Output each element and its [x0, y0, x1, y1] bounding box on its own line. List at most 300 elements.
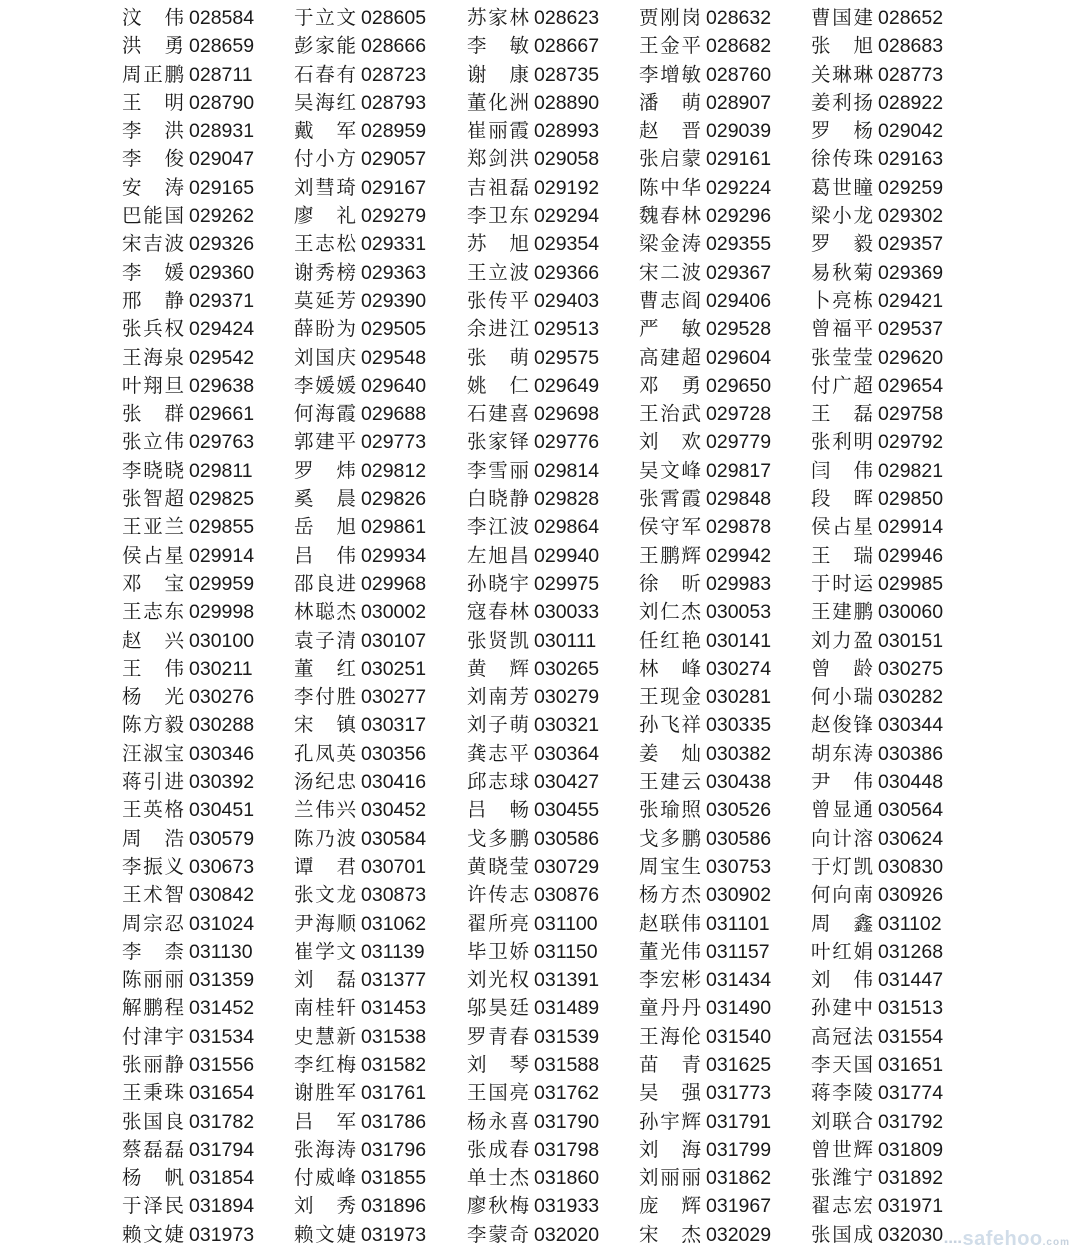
entry-name: 杨 光 — [122, 685, 184, 709]
entry-number: 029513 — [534, 318, 600, 341]
list-entry — [467, 994, 599, 1022]
entry-name: 左旭昌 — [467, 543, 529, 567]
list-entry — [467, 174, 599, 202]
entry-number: 030451 — [189, 799, 255, 822]
entry-number: 031796 — [361, 1138, 427, 1161]
list-entry — [122, 259, 254, 287]
list-entry — [639, 513, 771, 541]
list-entry — [294, 344, 426, 372]
list-entry — [122, 711, 254, 739]
entry-number: 030873 — [361, 884, 427, 907]
list-row — [0, 1108, 1080, 1136]
entry-name: 孙晓宇 — [467, 571, 529, 595]
entry-name: 吕 伟 — [294, 543, 356, 567]
entry-number: 028666 — [361, 35, 427, 58]
list-entry — [639, 1221, 771, 1249]
entry-number: 031359 — [189, 969, 255, 992]
entry-number: 031377 — [361, 969, 427, 992]
list-entry — [811, 202, 943, 230]
entry-number: 031854 — [189, 1167, 255, 1190]
entry-name: 于时运 — [811, 571, 873, 595]
list-entry — [467, 4, 599, 32]
list-entry — [811, 32, 943, 60]
entry-number: 031967 — [706, 1195, 772, 1218]
list-entry — [122, 1136, 254, 1164]
entry-number: 032020 — [534, 1223, 600, 1246]
entry-name: 汶 伟 — [122, 6, 184, 29]
entry-name: 兰伟兴 — [294, 798, 356, 822]
entry-number: 030586 — [534, 827, 600, 850]
entry-number: 031139 — [361, 940, 425, 963]
entry-number: 029363 — [361, 261, 427, 284]
list-entry — [811, 457, 943, 485]
list-entry — [122, 1023, 254, 1051]
entry-number: 031489 — [534, 997, 600, 1020]
entry-number: 031490 — [706, 997, 772, 1020]
entry-number: 029537 — [878, 318, 944, 341]
list-entry — [294, 1164, 426, 1192]
entry-name: 谢胜军 — [294, 1081, 356, 1105]
entry-name: 王术智 — [122, 883, 184, 907]
entry-name: 张家铎 — [467, 430, 529, 454]
entry-name: 董化洲 — [467, 90, 529, 114]
entry-name: 王英格 — [122, 798, 184, 822]
entry-name: 崔学文 — [294, 939, 356, 963]
list-entry — [639, 230, 771, 258]
entry-name: 孙建中 — [811, 996, 873, 1020]
entry-number: 029828 — [534, 488, 600, 511]
entry-name: 周宝生 — [639, 854, 701, 878]
entry-number: 031809 — [878, 1138, 944, 1161]
list-entry — [811, 966, 943, 994]
entry-name: 李 柰 — [122, 939, 184, 963]
entry-number: 029640 — [361, 374, 427, 397]
list-entry — [639, 994, 771, 1022]
list-entry — [467, 796, 599, 824]
entry-number: 028890 — [534, 91, 600, 114]
entry-number: 029792 — [878, 431, 944, 454]
list-entry — [294, 1221, 426, 1249]
entry-name: 单士杰 — [467, 1166, 529, 1190]
entry-number: 031798 — [534, 1138, 600, 1161]
entry-number: 031862 — [706, 1167, 772, 1190]
entry-name: 孔凤英 — [294, 741, 356, 765]
entry-number: 030416 — [361, 771, 427, 794]
list-entry — [122, 117, 254, 145]
list-entry — [811, 1108, 943, 1136]
entry-name: 吉祖磊 — [467, 175, 529, 199]
list-entry — [122, 372, 254, 400]
entry-number: 028793 — [361, 91, 427, 114]
list-entry — [294, 428, 426, 456]
list-entry — [811, 655, 943, 683]
entry-number: 029262 — [189, 205, 255, 228]
list-entry — [294, 230, 426, 258]
entry-name: 宋吉波 — [122, 232, 184, 256]
entry-name: 吕 畅 — [467, 798, 529, 822]
list-row — [0, 910, 1080, 938]
list-entry — [467, 315, 599, 343]
entry-number: 031101 — [706, 912, 770, 935]
entry-name: 蔡磊磊 — [122, 1137, 184, 1161]
list-entry — [639, 400, 771, 428]
entry-number: 029058 — [534, 148, 600, 171]
list-entry — [639, 938, 770, 966]
list-entry — [294, 910, 426, 938]
list-entry — [639, 627, 771, 655]
entry-number: 031556 — [189, 1053, 255, 1076]
entry-number: 031654 — [189, 1082, 255, 1105]
entry-number: 029638 — [189, 374, 255, 397]
entry-number: 030275 — [878, 657, 944, 680]
entry-name: 李付胜 — [294, 685, 356, 709]
entry-name: 于泽民 — [122, 1194, 184, 1218]
entry-number: 029758 — [878, 403, 944, 426]
list-entry — [294, 259, 426, 287]
list-entry — [122, 627, 254, 655]
entry-name: 严 敏 — [639, 317, 701, 341]
entry-name: 侯守军 — [639, 515, 701, 539]
entry-name: 汪淑宝 — [122, 741, 184, 765]
list-entry — [639, 4, 771, 32]
list-entry — [639, 287, 771, 315]
entry-number: 031933 — [534, 1195, 600, 1218]
list-row — [0, 1192, 1080, 1220]
entry-number: 030281 — [706, 686, 772, 709]
entry-number: 029985 — [878, 572, 944, 595]
entry-number: 030107 — [361, 629, 427, 652]
list-entry — [639, 457, 771, 485]
entry-number: 029728 — [706, 403, 772, 426]
list-entry — [639, 372, 771, 400]
entry-number: 029942 — [706, 544, 772, 567]
entry-name: 戴 军 — [294, 119, 356, 143]
list-entry — [467, 372, 599, 400]
list-row — [0, 542, 1080, 570]
list-entry — [639, 344, 771, 372]
list-entry — [122, 881, 254, 909]
entry-name: 吴文峰 — [639, 458, 701, 482]
entry-number: 029326 — [189, 233, 255, 256]
entry-number: 029575 — [534, 346, 600, 369]
entry-number: 031434 — [706, 969, 772, 992]
entry-name: 王 瑞 — [811, 543, 873, 567]
list-entry — [294, 400, 426, 428]
entry-name: 黄晓莹 — [467, 854, 529, 878]
list-row — [0, 89, 1080, 117]
entry-name: 刘子萌 — [467, 713, 529, 737]
list-entry — [811, 89, 943, 117]
list-row — [0, 966, 1080, 994]
entry-name: 刘 磊 — [294, 968, 356, 992]
list-row — [0, 259, 1080, 287]
entry-number: 029279 — [361, 205, 427, 228]
entry-name: 张瑜照 — [639, 798, 701, 822]
entry-name: 刘 琴 — [467, 1052, 529, 1076]
list-entry — [122, 174, 254, 202]
entry-number: 030151 — [878, 629, 944, 652]
list-entry — [639, 145, 771, 173]
entry-name: 张成春 — [467, 1137, 529, 1161]
list-entry — [294, 627, 426, 655]
list-entry — [639, 711, 771, 739]
entry-name: 李雪丽 — [467, 458, 529, 482]
list-entry — [122, 683, 254, 711]
list-entry — [467, 683, 599, 711]
entry-name: 曾世辉 — [811, 1137, 873, 1161]
entry-name: 南桂轩 — [294, 996, 356, 1020]
entry-name: 侯占星 — [811, 515, 873, 539]
entry-name: 巴能国 — [122, 204, 184, 228]
list-entry — [639, 202, 771, 230]
list-entry — [294, 825, 426, 853]
entry-number: 030100 — [189, 629, 255, 652]
entry-name: 王金平 — [639, 34, 701, 58]
entry-name: 谢秀榜 — [294, 260, 356, 284]
entry-name: 赖文婕 — [122, 1222, 184, 1246]
list-entry — [811, 570, 943, 598]
list-entry — [294, 853, 426, 881]
entry-name: 李天国 — [811, 1052, 873, 1076]
list-entry — [639, 1192, 771, 1220]
entry-name: 李晓晓 — [122, 458, 184, 482]
list-entry — [811, 542, 943, 570]
list-entry — [294, 61, 426, 89]
list-entry — [122, 655, 253, 683]
list-row — [0, 1164, 1080, 1192]
list-entry — [467, 598, 599, 626]
entry-number: 029998 — [189, 601, 255, 624]
entry-name: 谭 君 — [294, 854, 356, 878]
entry-name: 石春有 — [294, 62, 356, 86]
list-row — [0, 598, 1080, 626]
entry-number: 029294 — [534, 205, 600, 228]
entry-number: 030564 — [878, 799, 944, 822]
list-entry — [294, 881, 426, 909]
list-entry — [122, 740, 254, 768]
list-entry — [811, 768, 943, 796]
entry-number: 029814 — [534, 459, 600, 482]
entry-number: 029302 — [878, 205, 944, 228]
entry-number: 029968 — [361, 572, 427, 595]
list-entry — [639, 655, 771, 683]
entry-name: 曹国建 — [811, 6, 873, 29]
entry-number: 030830 — [878, 855, 944, 878]
list-row — [0, 145, 1080, 173]
list-entry — [467, 966, 599, 994]
entry-name: 李蒙奇 — [467, 1222, 529, 1246]
entry-name: 许传志 — [467, 883, 529, 907]
entry-number: 031855 — [361, 1167, 427, 1190]
list-entry — [467, 230, 599, 258]
entry-number: 028922 — [878, 91, 944, 114]
entry-number: 029649 — [534, 374, 600, 397]
entry-number: 029812 — [361, 459, 427, 482]
entry-name: 陈乃波 — [294, 826, 356, 850]
entry-name: 张莹莹 — [811, 345, 873, 369]
entry-number: 030526 — [706, 799, 772, 822]
entry-name: 李卫东 — [467, 204, 529, 228]
list-entry — [122, 230, 254, 258]
entry-name: 戈多鹏 — [467, 826, 529, 850]
entry-number: 029975 — [534, 572, 600, 595]
list-entry — [639, 117, 771, 145]
list-entry — [811, 230, 943, 258]
entry-number: 028632 — [706, 7, 772, 29]
entry-number: 029861 — [361, 516, 427, 539]
list-entry — [639, 1136, 771, 1164]
entry-name: 张丽静 — [122, 1052, 184, 1076]
entry-name: 彭家能 — [294, 34, 356, 58]
entry-number: 029390 — [361, 289, 427, 312]
list-entry — [639, 1108, 771, 1136]
entry-number: 031973 — [361, 1223, 427, 1246]
list-entry — [294, 1051, 426, 1079]
list-entry — [294, 994, 426, 1022]
list-row — [0, 428, 1080, 456]
entry-number: 029047 — [189, 148, 255, 171]
list-entry — [122, 598, 254, 626]
list-entry — [639, 259, 771, 287]
list-entry — [467, 259, 599, 287]
list-entry — [639, 428, 771, 456]
entry-name: 王治武 — [639, 402, 701, 426]
entry-number: 031062 — [361, 912, 427, 935]
entry-name: 邓 宝 — [122, 571, 184, 595]
entry-name: 张兵权 — [122, 317, 184, 341]
entry-number: 030364 — [534, 742, 600, 765]
list-entry — [811, 4, 943, 32]
list-entry — [294, 966, 426, 994]
entry-name: 毕卫娇 — [467, 939, 529, 963]
list-entry — [122, 542, 254, 570]
entry-number: 031268 — [878, 940, 944, 963]
entry-number: 029983 — [706, 572, 772, 595]
entry-number: 030584 — [361, 827, 427, 850]
list-entry — [639, 740, 771, 768]
entry-number: 029779 — [706, 431, 772, 454]
list-row — [0, 1023, 1080, 1051]
list-entry — [639, 570, 771, 598]
entry-name: 赵 晋 — [639, 119, 701, 143]
entry-number: 029192 — [534, 176, 600, 199]
entry-number: 028623 — [534, 7, 600, 29]
name-list — [0, 4, 1080, 1249]
entry-number: 031896 — [361, 1195, 427, 1218]
list-row — [0, 174, 1080, 202]
entry-number: 028605 — [361, 7, 427, 29]
entry-number: 031625 — [706, 1053, 772, 1076]
entry-name: 郭建平 — [294, 430, 356, 454]
entry-name: 王 磊 — [811, 402, 873, 426]
entry-number: 029357 — [878, 233, 944, 256]
list-entry — [811, 881, 943, 909]
entry-name: 崔丽霞 — [467, 119, 529, 143]
entry-name: 郑剑洪 — [467, 147, 529, 171]
entry-name: 周 鑫 — [811, 911, 873, 935]
list-entry — [122, 145, 254, 173]
entry-number: 030356 — [361, 742, 427, 765]
list-entry — [811, 853, 943, 881]
entry-name: 张 群 — [122, 402, 184, 426]
entry-number: 031774 — [878, 1082, 944, 1105]
entry-number: 029914 — [189, 544, 255, 567]
entry-name: 王 明 — [122, 90, 184, 114]
entry-number: 029864 — [534, 516, 600, 539]
entry-name: 张利明 — [811, 430, 873, 454]
list-entry — [294, 372, 426, 400]
entry-name: 余进江 — [467, 317, 529, 341]
entry-name: 叶翔旦 — [122, 373, 184, 397]
list-entry — [811, 372, 943, 400]
list-entry — [639, 853, 771, 881]
entry-number: 031791 — [706, 1110, 772, 1133]
entry-number: 030902 — [706, 884, 772, 907]
list-entry — [467, 627, 596, 655]
entry-number: 029959 — [189, 572, 255, 595]
list-entry — [811, 61, 943, 89]
entry-number: 032029 — [706, 1223, 772, 1246]
entry-name: 龚志平 — [467, 741, 529, 765]
entry-name: 徐 昕 — [639, 571, 701, 595]
entry-number: 029773 — [361, 431, 427, 454]
list-entry — [811, 315, 943, 343]
list-entry — [122, 994, 254, 1022]
entry-number: 031150 — [534, 940, 598, 963]
entry-name: 杨方杰 — [639, 883, 701, 907]
entry-name: 刘 海 — [639, 1137, 701, 1161]
list-row — [0, 230, 1080, 258]
watermark-text: safehoo — [962, 1228, 1043, 1250]
entry-name: 奚 晨 — [294, 487, 356, 511]
entry-number: 028735 — [534, 63, 600, 86]
entry-number: 030111 — [534, 629, 597, 652]
list-entry — [122, 853, 254, 881]
entry-number: 028682 — [706, 35, 772, 58]
entry-name: 翟所亮 — [467, 911, 529, 935]
entry-name: 姜利扬 — [811, 90, 873, 114]
entry-name: 李江波 — [467, 515, 529, 539]
entry-number: 029763 — [189, 431, 255, 454]
entry-number: 030438 — [706, 771, 772, 794]
entry-name: 尹 伟 — [811, 770, 873, 794]
entry-name: 苗 青 — [639, 1052, 701, 1076]
entry-name: 张海涛 — [294, 1137, 356, 1161]
entry-number: 030282 — [878, 686, 944, 709]
entry-number: 031973 — [189, 1223, 255, 1246]
list-entry — [467, 202, 599, 230]
entry-number: 029296 — [706, 205, 772, 228]
entry-number: 031102 — [878, 912, 942, 935]
entry-name: 高冠法 — [811, 1024, 873, 1048]
entry-name: 张 旭 — [811, 34, 873, 58]
entry-name: 赵俊锋 — [811, 713, 873, 737]
entry-number: 030277 — [361, 686, 427, 709]
entry-number: 030448 — [878, 771, 944, 794]
entry-number: 030317 — [361, 714, 427, 737]
entry-name: 洪 勇 — [122, 34, 184, 58]
list-entry — [467, 400, 599, 428]
list-entry — [122, 61, 253, 89]
list-entry — [467, 570, 599, 598]
entry-number: 029850 — [878, 488, 944, 511]
list-entry — [639, 1164, 771, 1192]
entry-name: 廖 礼 — [294, 204, 356, 228]
entry-name: 王立波 — [467, 260, 529, 284]
entry-name: 刘光权 — [467, 968, 529, 992]
entry-number: 030276 — [189, 686, 255, 709]
entry-number: 032030 — [878, 1223, 944, 1246]
